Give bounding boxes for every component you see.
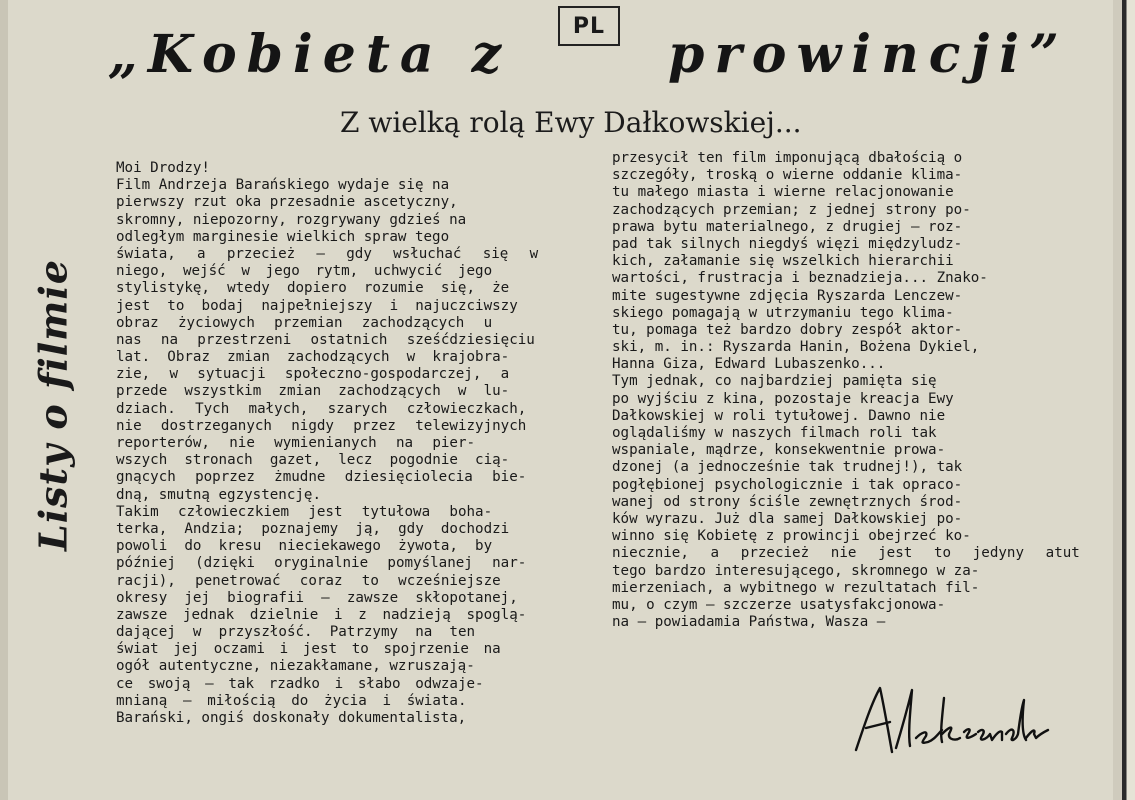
left-column-line: niego, wejść w jego rytm, uchwycić jego — [116, 263, 493, 280]
left-column-line: Film Andrzeja Barańskiego wydaje się na — [116, 177, 450, 194]
right-column-line: Hanna Giza, Edward Lubaszenko... — [612, 356, 886, 373]
left-column-line: później (dzięki oryginalnie pomyślanej nar- — [116, 555, 527, 572]
page-edge-right — [1113, 0, 1135, 800]
left-column-line: przede wszystkim zmian zachodzących w lu- — [116, 383, 510, 400]
left-column-line: Takim człowieczkiem jest tytułowa boha- — [116, 503, 493, 520]
left-column-line: dziach. Tych małych, szarych człowieczkach, — [116, 400, 527, 417]
right-column-line: wanej od strony ściśle zewnętrznych środ- — [612, 493, 963, 510]
right-column-line: winno się Kobietę z prowincji obejrzeć ko- — [612, 528, 971, 545]
left-column-line: zawsze jednak dzielnie i z nadzieją spoglą- — [116, 606, 527, 623]
left-column-line: ce swoją — tak rzadko i słabo odwzaje- — [116, 675, 484, 692]
left-column-line: obraz życiowych przemian zachodzących u — [116, 314, 493, 331]
right-column-line: szczegóły, troską o wierne oddanie klima- — [612, 167, 963, 184]
left-column-line: skromny, niepozorny, rozgrywany gdzieś na — [116, 211, 467, 228]
right-column-line: przesycił ten film imponującą dbałością o — [612, 150, 963, 166]
left-column-line: nas na przestrzeni ostatnich sześćdziesięciu — [116, 331, 535, 348]
right-column-line: skiego pomagają w utrzymaniu tego klima- — [612, 304, 954, 321]
left-column-line: ogół autentyczne, niezakłamane, wzruszają- — [116, 658, 475, 675]
left-column-line: zie, w sytuacji społeczno-gospodarczej, a — [116, 366, 510, 383]
left-column-line: lat. Obraz zmian zachodzących w krajobra- — [116, 349, 510, 366]
right-column-line: pad tak silnych niegdyś więzi międzyludz- — [612, 235, 963, 252]
right-column-line: po wyjściu z kina, pozostaje kreacja Ewy — [612, 390, 954, 407]
left-column-line: powoli do kresu nieciekawego żywota, by — [116, 538, 493, 555]
left-column-line: wszych stronach gazet, lecz pogodnie cią- — [116, 452, 510, 469]
right-column-line: mu, o czym — szczerze usatysfakcjonowa- — [612, 596, 946, 613]
left-column-line: racji), penetrować coraz to wcześniejsze — [116, 572, 501, 589]
right-column-line: wartości, frustracja i beznadzieja... Znako- — [612, 270, 988, 287]
headline-part-2: prowincji” — [668, 24, 1069, 85]
left-column-line: dną, smutną egzystencję. — [116, 486, 321, 503]
article-column-right — [612, 150, 1080, 631]
right-column-line: ski, m. in.: Ryszarda Hanin, Bożena Dykiel, — [612, 339, 980, 356]
right-column-line: niecznie, a przecież nie jest to jedyny atut — [612, 545, 1080, 562]
left-column-line: jest to bodaj najpełniejszy i najuczciwszy — [116, 297, 518, 314]
section-label-text: Listy o filmie — [30, 258, 76, 552]
left-column-line: świat jej oczami i jest to spojrzenie na — [116, 641, 501, 658]
right-column-line: Dałkowskiej w roli tytułowej. Dawno nie — [612, 407, 946, 424]
left-column-line: terka, Andzia; poznajemy ją, gdy dochodzi — [116, 520, 510, 537]
left-column-line: świata, a przecież — gdy wsłuchać się w — [116, 245, 539, 262]
subheadline: Z wielką rolą Ewy Dałkowskiej... — [340, 106, 802, 139]
right-column-line: dzonej (a jednocześnie tak trudnej!), tak — [612, 459, 963, 476]
right-column-line: na — powiadamia Państwa, Wasza — — [612, 614, 886, 631]
right-column-line: prawa bytu materialnego, z drugiej — roz- — [612, 218, 963, 235]
left-column-line: dającej w przyszłość. Patrzymy na ten — [116, 624, 476, 641]
left-column-line: mnianą — miłością do życia i świata. — [116, 692, 467, 709]
headline-part-1: „Kobieta z — [108, 24, 512, 85]
right-column-line: wspaniale, mądrze, konsekwentnie prowa- — [612, 442, 946, 459]
right-column-line: Tym jednak, co najbardziej pamięta się — [612, 373, 937, 390]
right-column-line: mierzeniach, a wybitnego w rezultatach fil- — [612, 579, 980, 596]
right-column-line: ków wyrazu. Już dla samej Dałkowskiej po- — [612, 510, 963, 527]
left-column-line: odległym marginesie wielkich spraw tego — [116, 228, 450, 245]
right-column-line: tu, pomaga też bardzo dobry zespół aktor- — [612, 321, 963, 338]
left-column-line: Moi Drodzy! — [116, 160, 210, 176]
section-label — [18, 255, 88, 555]
right-column-line: kich, załamanie się wszelkich hierarchii — [612, 253, 954, 270]
right-column-line: mite sugestywne zdjęcia Ryszarda Lenczew- — [612, 287, 963, 304]
language-badge: PL — [558, 6, 620, 46]
signature-image — [850, 678, 1050, 768]
right-column-line: zachodzących przemian; z jednej strony po- — [612, 201, 971, 218]
left-column-line: stylistykę, wtedy dopiero rozumie się, że — [116, 280, 510, 297]
right-column-line: oglądaliśmy w naszych filmach roli tak — [612, 425, 937, 441]
article-column-left — [116, 160, 538, 727]
right-column-line: tego bardzo interesującego, skromnego w za- — [612, 562, 980, 579]
left-column-line: reporterów, nie wymienianych na pier- — [116, 435, 476, 451]
left-column-line: gnących poprzez żmudne dziesięciolecia bie- — [116, 469, 527, 486]
left-column-line: pierwszy rzut oka przesadnie ascetyczny, — [116, 194, 458, 211]
right-column-line: pogłębionej psychologicznie i tak opraco- — [612, 476, 963, 493]
left-column-line: nie dostrzeganych nigdy przez telewizyjnych — [116, 417, 527, 434]
handwritten-signature — [850, 678, 1050, 768]
page-edge-left — [0, 0, 8, 800]
right-column-line: tu małego miasta i wierne relacjonowanie — [612, 184, 954, 201]
left-column-line: Barański, ongiś doskonały dokumentalista, — [116, 710, 467, 726]
left-column-line: okresy jej biografii — zawsze skłopotanej, — [116, 589, 518, 606]
